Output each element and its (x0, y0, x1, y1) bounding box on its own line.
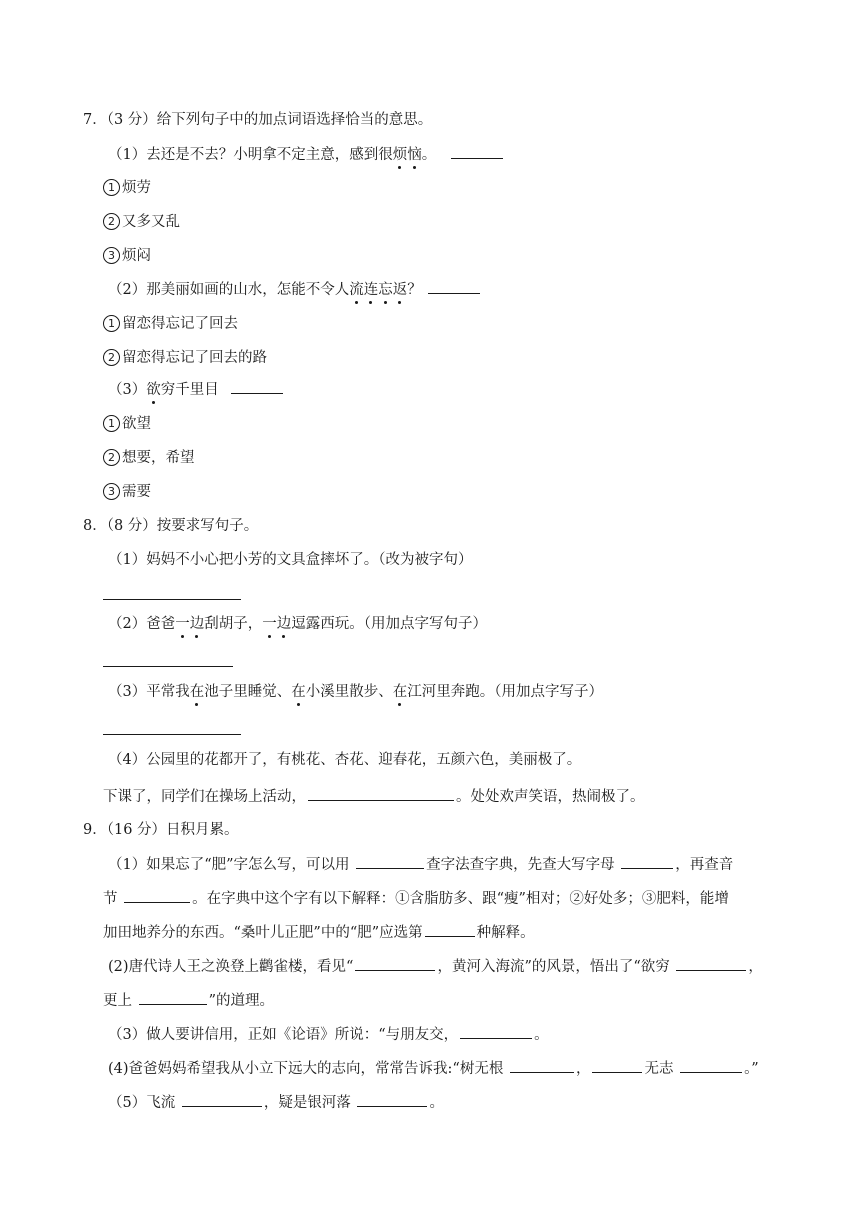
answer-blank[interactable] (124, 888, 190, 903)
answer-blank[interactable] (680, 1058, 742, 1073)
answer-blank[interactable] (592, 1058, 642, 1073)
answer-blank[interactable] (621, 854, 673, 869)
answer-blank[interactable] (182, 1092, 262, 1107)
q9-s2-line-1: (2)唐代诗人王之涣登上鹳雀楼，看见“ ，黄河入海流”的风景，悟出了“欲穷 ， (108, 956, 763, 977)
answer-line[interactable] (103, 733, 241, 735)
dotted-word: 在 (291, 684, 306, 700)
q9-sentence-5: （5）飞流 ，疑是银河落 。 (108, 1092, 444, 1113)
answer-blank[interactable] (428, 279, 480, 294)
q9-s1-line-1: （1）如果忘了“肥”字怎么写，可以用 查字法查字典，先查大写字母 ，再查音 (108, 854, 733, 875)
q9-s2-line-2: 更上 ”的道理。 (103, 990, 274, 1011)
q7-s3-option-2: 2 想要，希望 (103, 448, 195, 468)
q7-s1-option-1: 1 烦劳 (103, 178, 151, 198)
answer-blank[interactable] (357, 1092, 427, 1107)
q8-sentence-4-fill: 下课了，同学们在操场上活动， 。处处欢声笑语，热闹极了。 (103, 786, 645, 807)
dotted-word: 流连忘返 (349, 282, 408, 298)
q7-s2-option-1: 1 留恋得忘记了回去 (103, 314, 238, 334)
dotted-word: 烦恼 (392, 147, 422, 163)
dotted-word: 在 (189, 684, 205, 700)
answer-blank[interactable] (356, 854, 424, 869)
q8-sentence-3: （3）平常我在池子里睡觉、在小溪里散步、在江河里奔跑。（用加点字写子） (108, 684, 603, 700)
answer-blank[interactable] (355, 956, 435, 971)
q8-sentence-4: （4）公园里的花都开了，有桃花、杏花、迎春花，五颜六色，美丽极了。 (108, 752, 582, 768)
q9-sentence-3: （3）做人要讲信用，正如《论语》所说：“与朋友交， 。 (108, 1024, 549, 1045)
answer-blank[interactable] (460, 1024, 532, 1039)
answer-blank[interactable] (425, 922, 475, 937)
answer-blank[interactable] (676, 956, 746, 971)
q9-s1-line-2: 节 。在字典中这个字有以下解释：①含脂肪多、跟“瘦”相对；②好处多；③肥料，能增 (103, 888, 729, 909)
dotted-word: 在 (392, 684, 408, 700)
dotted-word: 一边 (175, 616, 205, 632)
q7-sentence-2: （2）那美丽如画的山水，怎能不令人流连忘返？ (108, 279, 482, 300)
q9-s1-line-3: 加田地养分的东西。“桑叶儿正肥”中的“肥”应选第 种解释。 (103, 922, 535, 943)
q7-s3-option-3: 3 需要 (103, 482, 151, 502)
answer-blank[interactable] (231, 379, 283, 394)
answer-blank[interactable] (139, 990, 207, 1005)
q9-sentence-4: (4)爸爸妈妈希望我从小立下远大的志向，常常告诉我:“树无根 ， 无志 。” (108, 1058, 759, 1079)
answer-line[interactable] (103, 598, 241, 600)
answer-line[interactable] (103, 665, 233, 667)
question-9-title: 9．（16 分）日积月累。 (83, 822, 239, 838)
q8-sentence-1: （1）妈妈不小心把小芳的文具盒摔坏了。（改为被字句） (108, 552, 473, 568)
q7-sentence-1: （1）去还是不去？小明拿不定主意，感到很烦恼。 (108, 144, 505, 165)
q7-s3-option-1: 1 欲望 (103, 414, 151, 434)
q7-s2-option-2: 2 留恋得忘记了回去的路 (103, 348, 267, 368)
q8-sentence-2: （2）爸爸一边刮胡子，一边逗露西玩。（用加点字写句子） (108, 616, 487, 632)
dotted-word: 一边 (262, 616, 292, 632)
q7-s1-option-2: 2 又多又乱 (103, 212, 180, 232)
dotted-word: 欲 (146, 382, 161, 398)
q7-s1-option-3: 3 烦闷 (103, 246, 151, 266)
answer-blank[interactable] (308, 786, 454, 801)
answer-blank[interactable] (510, 1058, 574, 1073)
q7-sentence-3: （3）欲穷千里目 (108, 379, 285, 400)
answer-blank[interactable] (451, 144, 503, 159)
question-7-title: 7．（3 分）给下列句子中的加点词语选择恰当的意思。 (83, 112, 433, 128)
question-8-title: 8．（8 分）按要求写句子。 (83, 518, 259, 534)
